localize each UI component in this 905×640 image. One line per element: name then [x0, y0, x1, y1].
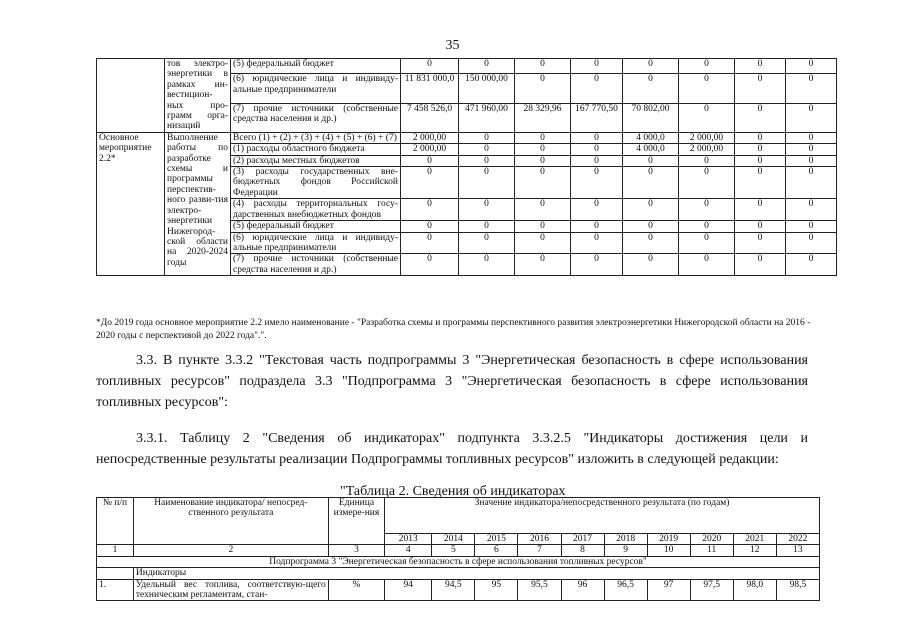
paragraph-3-3: 3.3. В пункте 3.3.2 "Текстовая часть подпрограммы 3 "Энергетическая безопасность в сфере использования топливных ресурсов" подраздела 3.3 "Подпрограмма 3 "Энергетическая безопасность в сфере использования топливных ресурсов": — [96, 353, 808, 410]
funding-value-cell: 0 — [735, 103, 786, 132]
funding-value-cell: 0 — [786, 254, 837, 276]
funding-value-cell: 0 — [623, 232, 679, 254]
funding-value-cell: 0 — [679, 221, 735, 232]
funding-value-cell: 2 000,00 — [679, 144, 735, 155]
header-values: Значение индикатора/непосредственного результата (по годам) — [385, 498, 820, 534]
funding-value-cell: 0 — [623, 59, 679, 74]
funding-value-cell: 0 — [679, 232, 735, 254]
funding-value-cell: 0 — [401, 167, 459, 199]
funding-value-cell: 0 — [401, 59, 459, 74]
funding-value-cell: 0 — [459, 59, 515, 74]
indicators-table — [96, 497, 820, 601]
funding-value-cell: 0 — [459, 155, 515, 166]
funding-value-cell: 0 — [786, 103, 837, 132]
year-header: 2019 — [647, 534, 690, 545]
funding-value-cell: 4 000,0 — [623, 132, 679, 143]
year-header: 2014 — [432, 534, 475, 545]
funding-source-label: (4) расходы территориальных госу-дарственных внебюджетных фондов — [231, 199, 401, 221]
year-header: 2016 — [518, 534, 561, 545]
measure-description-cell: тов электро-энергетики в рамках ин-вестицион-ных про-грамм орга-низаций — [165, 59, 231, 133]
funding-value-cell: 4 000,0 — [623, 144, 679, 155]
header-num: № п/п — [97, 498, 134, 545]
funding-value-cell: 0 — [571, 74, 623, 103]
funding-value-cell: 7 458 526,0 — [401, 103, 459, 132]
funding-value-cell: 0 — [515, 232, 571, 254]
funding-value-cell: 0 — [735, 199, 786, 221]
funding-value-cell: 0 — [571, 254, 623, 276]
funding-value-cell: 0 — [459, 221, 515, 232]
funding-value-cell: 0 — [459, 144, 515, 155]
header-unit: Единица измере-ния — [328, 498, 384, 545]
column-number: 4 — [385, 545, 432, 556]
funding-value-cell: 0 — [571, 155, 623, 166]
header-name: Наименование индикатора/ непосред-ственного результата — [133, 498, 328, 545]
column-number: 6 — [475, 545, 518, 556]
year-header: 2015 — [475, 534, 518, 545]
funding-table — [96, 58, 837, 276]
funding-value-cell: 0 — [459, 199, 515, 221]
funding-value-cell: 0 — [735, 167, 786, 199]
column-number: 5 — [432, 545, 475, 556]
indicator-value-cell: 98,0 — [733, 579, 776, 601]
year-header: 2021 — [733, 534, 776, 545]
funding-value-cell: 0 — [623, 74, 679, 103]
funding-value-cell: 0 — [571, 167, 623, 199]
funding-row — [97, 59, 837, 74]
column-number: 13 — [776, 545, 819, 556]
measure-name-cell — [97, 59, 165, 133]
funding-source-label: (2) расходы местных бюджетов — [231, 155, 401, 166]
funding-value-cell: 0 — [735, 59, 786, 74]
funding-row — [97, 132, 837, 143]
funding-value-cell: 0 — [401, 254, 459, 276]
indicator-value-cell: 95 — [475, 579, 518, 601]
funding-value-cell: 0 — [515, 199, 571, 221]
subprogram-row: Подпрограмма 3 "Энергетическая безопасность в сфере использования топливных ресурсов" — [97, 556, 820, 567]
funding-value-cell: 0 — [515, 144, 571, 155]
indicator-value-cell: 98,5 — [776, 579, 819, 601]
funding-value-cell: 0 — [786, 221, 837, 232]
funding-source-label: (5) федеральный бюджет — [231, 221, 401, 232]
row-unit: % — [328, 579, 384, 601]
table-caption: "Таблица 2. Сведения об индикаторах — [340, 484, 566, 499]
funding-value-cell: 0 — [679, 254, 735, 276]
funding-value-cell: 150 000,00 — [459, 74, 515, 103]
funding-value-cell: 0 — [459, 254, 515, 276]
column-number: 11 — [690, 545, 733, 556]
indicator-value-cell: 97,5 — [690, 579, 733, 601]
funding-source-label: Всего (1) + (2) + (3) + (4) + (5) + (6) + (7) — [231, 132, 401, 143]
funding-value-cell: 0 — [515, 254, 571, 276]
funding-value-cell: 0 — [515, 155, 571, 166]
indicator-value-cell: 97 — [647, 579, 690, 601]
funding-value-cell: 2 000,00 — [679, 132, 735, 143]
funding-value-cell: 0 — [679, 167, 735, 199]
funding-value-cell: 0 — [735, 144, 786, 155]
funding-value-cell: 0 — [571, 232, 623, 254]
funding-value-cell: 0 — [623, 254, 679, 276]
funding-value-cell: 0 — [786, 232, 837, 254]
column-number: 10 — [647, 545, 690, 556]
section-row: Индикаторы — [133, 568, 819, 579]
funding-value-cell: 0 — [401, 199, 459, 221]
funding-value-cell: 28 329,96 — [515, 103, 571, 132]
funding-value-cell: 0 — [786, 167, 837, 199]
paragraph-3-3-1: 3.3.1. Таблицу 2 "Сведения об индикаторах" подпункта 3.3.2.5 "Индикаторы достижения цели и непосредственные результаты реализации Подпрограммы топливных ресурсов" изложить в следующей редакции: — [96, 431, 808, 467]
year-header: 2022 — [776, 534, 819, 545]
column-number: 3 — [328, 545, 384, 556]
column-number: 8 — [561, 545, 604, 556]
funding-value-cell: 0 — [735, 74, 786, 103]
row-num: 1. — [97, 579, 134, 601]
year-header: 2020 — [690, 534, 733, 545]
funding-value-cell: 0 — [679, 199, 735, 221]
column-number: 1 — [97, 545, 134, 556]
measure-name-cell: Основное мероприятие 2.2* — [97, 132, 165, 275]
funding-value-cell: 0 — [679, 74, 735, 103]
funding-value-cell: 0 — [571, 199, 623, 221]
funding-source-label: (6) юридические лица и индивиду-альные предприниматели — [231, 74, 401, 103]
funding-value-cell: 0 — [679, 103, 735, 132]
funding-value-cell: 0 — [679, 155, 735, 166]
column-number: 12 — [733, 545, 776, 556]
funding-value-cell: 0 — [515, 167, 571, 199]
funding-value-cell: 0 — [623, 199, 679, 221]
funding-value-cell: 0 — [571, 132, 623, 143]
funding-value-cell: 0 — [401, 221, 459, 232]
funding-value-cell: 0 — [623, 167, 679, 199]
indicator-value-cell: 94 — [385, 579, 432, 601]
funding-value-cell: 2 000,00 — [401, 144, 459, 155]
funding-value-cell: 0 — [515, 59, 571, 74]
funding-source-label: (6) юридические лица и индивиду-альные предприниматели — [231, 232, 401, 254]
column-number: 7 — [518, 545, 561, 556]
page-number: 35 — [445, 38, 460, 53]
funding-value-cell: 11 831 000,0 — [401, 74, 459, 103]
funding-value-cell: 0 — [735, 132, 786, 143]
funding-value-cell: 0 — [786, 199, 837, 221]
funding-value-cell: 0 — [623, 221, 679, 232]
funding-value-cell: 2 000,00 — [401, 132, 459, 143]
year-header: 2017 — [561, 534, 604, 545]
funding-source-label: (5) федеральный бюджет — [231, 59, 401, 74]
indicator-value-cell: 96 — [561, 579, 604, 601]
funding-value-cell: 167 770,50 — [571, 103, 623, 132]
year-header: 2013 — [385, 534, 432, 545]
indicator-value-cell: 95,5 — [518, 579, 561, 601]
funding-value-cell: 0 — [623, 155, 679, 166]
funding-source-label: (1) расходы областного бюджета — [231, 144, 401, 155]
funding-source-label: (3) расходы государственных вне-бюджетных фондов Российской Федерации — [231, 167, 401, 199]
funding-value-cell: 0 — [401, 232, 459, 254]
funding-value-cell: 0 — [515, 74, 571, 103]
funding-value-cell: 0 — [786, 132, 837, 143]
funding-value-cell: 0 — [786, 74, 837, 103]
funding-value-cell: 0 — [571, 59, 623, 74]
funding-value-cell: 0 — [515, 132, 571, 143]
funding-value-cell: 0 — [679, 59, 735, 74]
funding-value-cell: 0 — [571, 144, 623, 155]
funding-value-cell: 0 — [735, 155, 786, 166]
funding-value-cell: 0 — [459, 132, 515, 143]
column-number: 9 — [604, 545, 647, 556]
funding-value-cell: 0 — [786, 144, 837, 155]
funding-value-cell: 0 — [786, 155, 837, 166]
row-name: Удельный вес топлива, соответствую-щего техническим регламентам, стан- — [133, 579, 328, 601]
funding-value-cell: 0 — [786, 59, 837, 74]
funding-value-cell: 0 — [459, 232, 515, 254]
funding-source-label: (7) прочие источники (собственные средства населения и др.) — [231, 254, 401, 276]
funding-value-cell: 0 — [735, 232, 786, 254]
funding-value-cell: 0 — [735, 221, 786, 232]
funding-value-cell: 0 — [735, 254, 786, 276]
funding-source-label: (7) прочие источники (собственные средства населения и др.) — [231, 103, 401, 132]
funding-value-cell: 0 — [515, 221, 571, 232]
funding-value-cell: 471 960,00 — [459, 103, 515, 132]
column-number: 2 — [133, 545, 328, 556]
measure-description-cell: Выполнение работы по разработке схемы и программы перспектив-ного разви-тия электро-энергетики Нижегород-ской области на 2020-2024 годы — [165, 132, 231, 275]
funding-value-cell: 70 802,00 — [623, 103, 679, 132]
indicator-value-cell: 96,5 — [604, 579, 647, 601]
funding-value-cell: 0 — [401, 155, 459, 166]
footnote: *До 2019 года основное мероприятие 2.2 имело наименование - "Разработка схемы и программы перспективного развития электроэнергетики Нижегородской области на 2016 - 2020 годы с перспективой до 2022 года".". — [96, 318, 811, 341]
indicator-value-cell: 94,5 — [432, 579, 475, 601]
funding-value-cell: 0 — [571, 221, 623, 232]
year-header: 2018 — [604, 534, 647, 545]
funding-value-cell: 0 — [459, 167, 515, 199]
